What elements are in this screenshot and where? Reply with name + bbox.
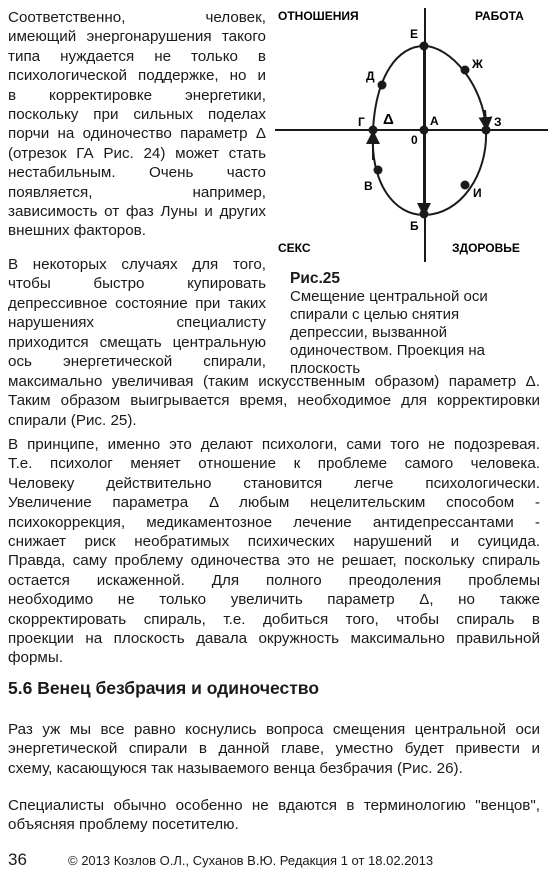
text-line: ось энергетической спирали, — [8, 353, 266, 371]
label-delta: Δ — [383, 111, 394, 128]
point-a — [420, 126, 429, 135]
text-line: В некоторых случаях для того, — [8, 256, 266, 273]
text-line: остается искаженной. Для полного преодоления проблемы — [8, 571, 540, 589]
label-zh: Ж — [472, 57, 483, 71]
text-line: Увеличение параметра Δ любым нецелительским способом - — [8, 494, 540, 512]
text-line: имеющий энергонарушения такого — [8, 28, 266, 46]
text-line: психологической поддержке, но и — [8, 67, 266, 85]
text-line: В принципе, именно это делают психологи, сами того не подозревая. — [8, 436, 540, 453]
text-line: скорректировать спираль, т.е. добиться того, чтобы спираль в — [8, 610, 540, 628]
label-a: А — [430, 114, 439, 128]
paragraph-specialists — [8, 796, 540, 835]
paragraph-crown — [8, 720, 540, 778]
point-g — [369, 126, 378, 135]
text-line: психокоррекция, медикаментозное лечение антидепрессантами - — [8, 513, 540, 531]
quadrant-top-left: ОТНОШЕНИЯ — [278, 9, 359, 23]
text-line: в корректировке энергетики, — [8, 86, 266, 104]
text-line: энергетической спирали в данной главе, уместно будет привести и — [8, 740, 540, 758]
text-line: нарушениях специалисту — [8, 314, 266, 332]
figure-caption-title: Рис.25 — [290, 270, 341, 287]
caption-line: спирали с целью снятия — [290, 306, 460, 323]
text-line: депрессивное состояние при таких — [8, 294, 266, 312]
text-line: Таким образом выигрывается время, необходимое для корректировки — [8, 392, 540, 410]
page-number: 36 — [8, 850, 27, 869]
text-line: внешних факторов. — [8, 222, 146, 240]
text-line: приходится смещать центральную — [8, 333, 266, 351]
caption-line: одиночеством. Проекция на — [290, 342, 486, 359]
text-line: спирали (Рис. 25). — [8, 411, 137, 429]
quadrant-bottom-right: ЗДОРОВЬЕ — [452, 241, 520, 255]
text-line: зависимость от фаз Луны и других — [8, 203, 266, 221]
text-line: (отрезок ГА Рис. 24) может стать — [8, 144, 266, 162]
point-i — [461, 181, 470, 190]
text-line: необходимо не только увеличить параметр Δ, но также — [8, 591, 540, 609]
copyright-footer: © 2013 Козлов О.Л., Суханов В.Ю. Редакция 1 от 18.02.2013 — [68, 853, 434, 868]
point-b — [420, 210, 429, 219]
text-line: нестабильным. Очень часто — [8, 164, 266, 182]
text-line: порчи на одиночество параметр Δ — [8, 125, 266, 143]
right-arrow — [485, 110, 486, 124]
section-heading: 5.6 Венец безбрачия и одиночество — [8, 678, 320, 698]
label-g: Г — [358, 115, 365, 129]
text-line: максимально увеличивая (таким искусственным образом) параметр Δ. — [8, 373, 540, 390]
paragraph-continuation — [8, 372, 540, 430]
paragraph-cases — [8, 255, 266, 371]
label-e: Е — [410, 27, 419, 41]
label-b: Б — [410, 219, 419, 233]
text-line: появляется, например, — [8, 183, 266, 201]
text-line: снижает риск необратимых психических нарушений и суицида. — [8, 533, 540, 551]
label-d: Д — [366, 69, 375, 83]
quadrant-top-right: РАБОТА — [475, 9, 524, 23]
text-line: чтобы быстро купировать — [8, 275, 266, 293]
text-line: Соответственно, человек, — [8, 9, 266, 26]
text-line: Правда, саму проблему одиночества это не решает, поскольку спираль — [8, 552, 540, 570]
text-line: Специалисты обычно особенно не вдаются в терминологию "венцов", — [8, 797, 540, 814]
text-line: Т.е. психолог меняет отношение к проблеме самого человека. — [8, 455, 540, 473]
point-e — [420, 42, 429, 51]
point-d — [378, 81, 387, 90]
text-line: проекции на плоскость давала окружность максимально правильной — [8, 630, 540, 648]
quadrant-bottom-left: СЕКС — [278, 241, 311, 255]
caption-line: плоскость — [290, 360, 361, 377]
text-line: формы. — [8, 649, 63, 667]
figure-caption — [290, 288, 540, 378]
label-i: И — [473, 186, 482, 200]
paragraph-intro — [8, 8, 266, 241]
label-zero: 0 — [411, 133, 418, 147]
point-z — [482, 126, 491, 135]
text-line: поскольку при сильных поделах — [8, 106, 266, 124]
caption-line: депрессии, вызванной — [290, 324, 448, 341]
point-zh — [461, 66, 470, 75]
text-line: схему, касающуюся так называемого венца безбрачия (Рис. 26). — [8, 759, 463, 777]
paragraph-psychologists — [8, 435, 540, 668]
spiral-projection-figure — [270, 0, 550, 268]
text-line: объясняя проблему посетителю. — [8, 816, 239, 834]
label-z: З — [494, 115, 502, 129]
text-line: Человеку действительно становится легче психологически. — [8, 474, 540, 492]
text-line: типа нуждается не только в — [8, 47, 266, 65]
label-v: В — [364, 179, 373, 193]
point-v — [374, 166, 383, 175]
text-line: Раз уж мы все равно коснулись вопроса смещения центральной оси — [8, 721, 540, 738]
caption-line: Смещение центральной оси — [290, 288, 488, 305]
